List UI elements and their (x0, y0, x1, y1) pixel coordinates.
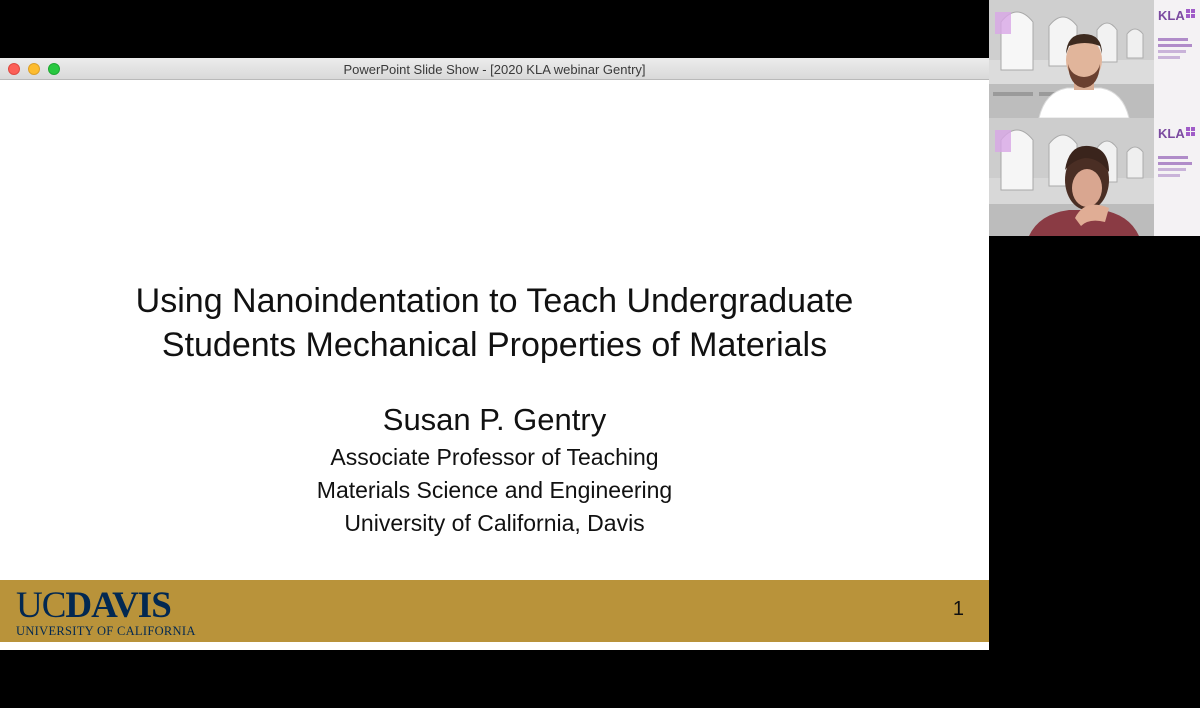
window-titlebar[interactable] (0, 58, 989, 80)
author-name: Susan P. Gentry (382, 402, 607, 437)
window-title: PowerPoint Slide Show - [2020 KLA webinar Gentry] (343, 62, 646, 77)
kla-text-placeholder (1158, 156, 1196, 186)
author-institution: University of California, Davis (344, 510, 645, 536)
author-position: Associate Professor of Teaching (330, 444, 659, 470)
kla-mark-icon (1186, 127, 1195, 136)
kla-branding-panel-1 (1154, 0, 1200, 118)
slide-number: 1 (952, 598, 964, 620)
slide-bottom-strip (0, 642, 989, 650)
author-department: Materials Science and Engineering (316, 477, 673, 503)
powerpoint-window (0, 58, 989, 650)
kla-branding-panel-2 (1154, 118, 1200, 236)
logo-davis: DAVIS (65, 585, 171, 626)
participant-video-1[interactable] (989, 0, 1200, 118)
kla-mark-icon (1186, 9, 1195, 18)
logo-uc: UC (16, 585, 66, 626)
kla-logo-2: KLA (1158, 126, 1185, 141)
kla-text-placeholder (1158, 38, 1196, 68)
participant-video-2[interactable] (989, 118, 1200, 236)
slide-title (0, 279, 989, 367)
slide-title-line-1: Using Nanoindentation to Teach Undergraduate (135, 282, 854, 320)
logo-subtitle: UNIVERSITY OF CALIFORNIA (16, 624, 196, 638)
slide-footer (0, 580, 989, 642)
ucdavis-logo (16, 585, 196, 639)
slide-title-line-2: Students Mechanical Properties of Materials (161, 326, 828, 364)
kla-logo-1: KLA (1158, 8, 1185, 23)
slide[interactable] (0, 86, 989, 650)
